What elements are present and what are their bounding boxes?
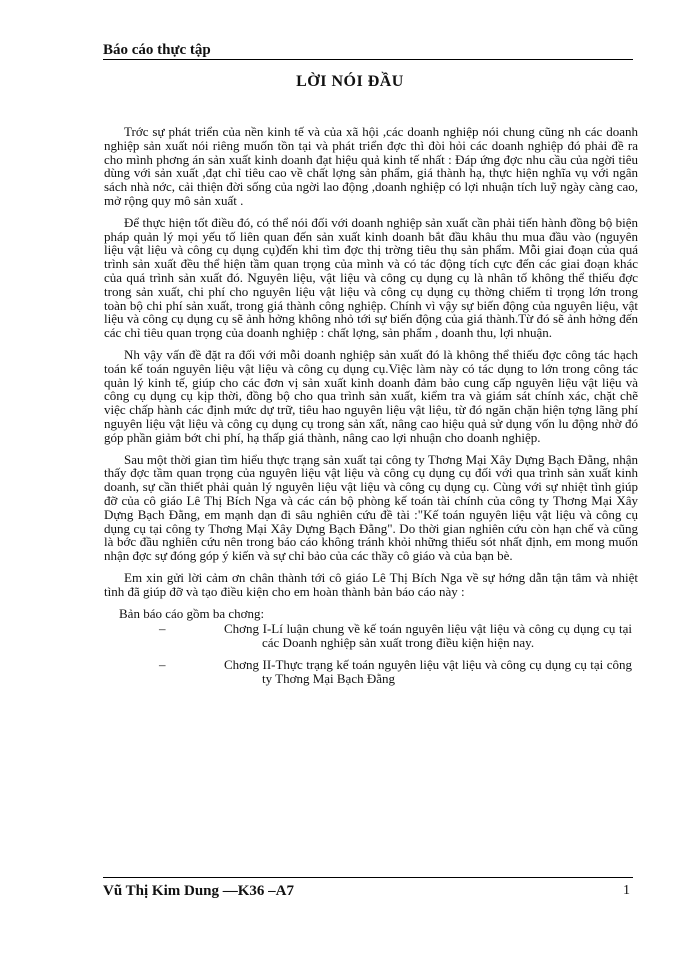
report-header: Báo cáo thực tập bbox=[103, 42, 211, 58]
dash-bullet-icon: – bbox=[159, 621, 166, 637]
paragraph-3: Nh vậy vấn đề đặt ra đối với mỗi doanh nghiệp sản xuất đó là không thể thiếu đợc công tác hạch toán kế toán nguyên liệu vật liệu và công cụ dụng cụ.Việc làm này có tác dụng to lớn trong công tác quản lý kinh tế, giúp cho các đơn vị sản xuất kinh doanh đảm bảo cung cấp nguyên liệu vật liệu và công cụ dụng cụ kịp thời, đồng bộ cho qua trình sản xuất, kiểm tra và giám sát chính xác, chặt chẽ việc chấp hành các định mức dự trữ, tiêu hao nguyên liệu vật liệu, từ đó ngăn chặn hiện tợng lãng phí nguyên liệu vật liệu và công cụ dụng cụ trong sản xất, nâng cao hiệu quả sử dụng vốn lu động nhờ đó góp phần giảm bớt chi phí, hạ thấp giá thành, nâng cao lợi nhuận cho doanh nghiệp. bbox=[104, 346, 638, 445]
chapter-text: Chơng II-Thực trạng kế toán nguyên liệu vật liệu và công cụ dụng cụ tại công ty Thơng Mại Bạch Đằng bbox=[224, 656, 632, 686]
chapter-text: Chơng I-Lí luận chung về kế toán nguyên liệu vật liệu và công cụ dụng cụ tại các Doanh nghiệp sản xuất trong điều kiện hiện nay. bbox=[224, 621, 632, 651]
page-title: LỜI NÓI ĐẦU bbox=[296, 73, 404, 90]
chapter-list bbox=[104, 622, 638, 685]
footer-divider bbox=[103, 877, 633, 878]
list-item bbox=[104, 622, 638, 650]
list-intro: Bản báo cáo gồm ba chơng: bbox=[119, 605, 265, 621]
paragraph-4: Sau một thời gian tìm hiểu thực trạng sản xuất tại công ty Thơng Mại Xây Dựng Bạch Đằng, nhận thấy đợc tầm quan trọng của nguyên liệu vật liệu và công cụ dụng cụ đối với qua trình sản xuất kinh doanh, sự cần thiết phải quản lý nguyên liệu vật liệu và công cụ dụng cụ. Cùng với sự nhiệt tình giúp đỡ của cô giáo Lê Thị Bích Nga và các cán bộ phòng kế toán tài chính của công ty Thơng Mại Xây Dựng Bạch Đằng, em mạnh dạn đi sâu nghiên cứu đề tài :"Kế toán nguyên liệu vật liệu và công cụ dụng cụ tại công ty Thơng Mại Xây Dựng Bạch Đằng". Do thời gian nghiên cứu còn hạn chế và cũng là bớc đầu nghiên cứu nên trong báo cáo không tránh khỏi những thiếu sót nhất định, em mong muốn nhận đợc sự đóng góp ý kiến và sự chỉ bảo của các thầy cô giáo và của bạn bè. bbox=[104, 451, 638, 564]
footer-author: Vũ Thị Kim Dung —K36 –A7 bbox=[103, 883, 295, 899]
paragraph-5: Em xin gửi lời cảm ơn chân thành tới cô giáo Lê Thị Bích Nga về sự hớng dẫn tận tâm và nhiệt tình đã giúp đỡ và tạo điều kiện cho em hoàn thành bản báo cáo này : bbox=[104, 569, 638, 599]
paragraph-2: Để thực hiện tốt điều đó, có thể nói đối với doanh nghiệp sản xuất cần phải tiến hành đồng bộ biện pháp quản lý mọi yếu tố liên quan đến sản xuất kinh doanh bắt đầu khâu thu mua đầu vào (nguyên liệu vật liệu và công cụ dụng cụ)đến khi tìm đợc thị trờng tiêu thụ sản phẩm. Mỗi giai đoạn của quá trình sản xuất đều thể hiện tầm quan trọng của mình và có tác động tích cực đến các giai đoạn khác của quá trình sản xuất đó. Nguyên liệu, vật liệu và công cụ dụng cụ là nhân tố không thể thiếu đợc trong sản xuất, chi phí cho nguyên liệu vật liệu và công cụ dụng cụ thờng chiếm tỉ trọng lớn trong toàn bộ chi phí sản xuất, trong giá thành công nghiệp. Chính vì vậy sự biến động của nguyên liệu, vật liệu và công cụ dụng cụ sẽ ảnh hởng không nhỏ tới sự biến động của giá thành.Từ đó sẽ ảnh hởng đến các chỉ tiêu quan trọng của doanh nghiệp : chất lợng, sản phẩm , doanh thu, lợi nhuận. bbox=[104, 214, 638, 341]
list-item bbox=[104, 658, 638, 686]
dash-bullet-icon: – bbox=[159, 656, 166, 672]
document-body bbox=[104, 125, 638, 693]
paragraph-1: Trớc sự phát triển của nền kinh tế và của xã hội ,các doanh nghiệp nói chung cũng nh các doanh nghiệp sản xuất nói riêng muốn tồn tại và phát triển đợc thì đòi hỏi các doanh nghiệp đó phải đề ra cho mình phơng án sản xuất kinh doanh đạt hiệu quả kinh tế nhất : Đáp ứng đợc nhu cầu của ngời tiêu dùng với sản xuất ,đạt chỉ tiêu cao về chất lợng sản phẩm, giá thành hạ, thực hiện nghĩa vụ với ngân sách nhà nớc, cải thiện đời sống của ngời lao động ,doanh nghiệp có lợi nhuận tích luỹ ngày càng cao, mở rộng quy mô sản xuất . bbox=[104, 124, 638, 208]
header-divider bbox=[103, 59, 633, 60]
page-number: 1 bbox=[623, 883, 630, 898]
